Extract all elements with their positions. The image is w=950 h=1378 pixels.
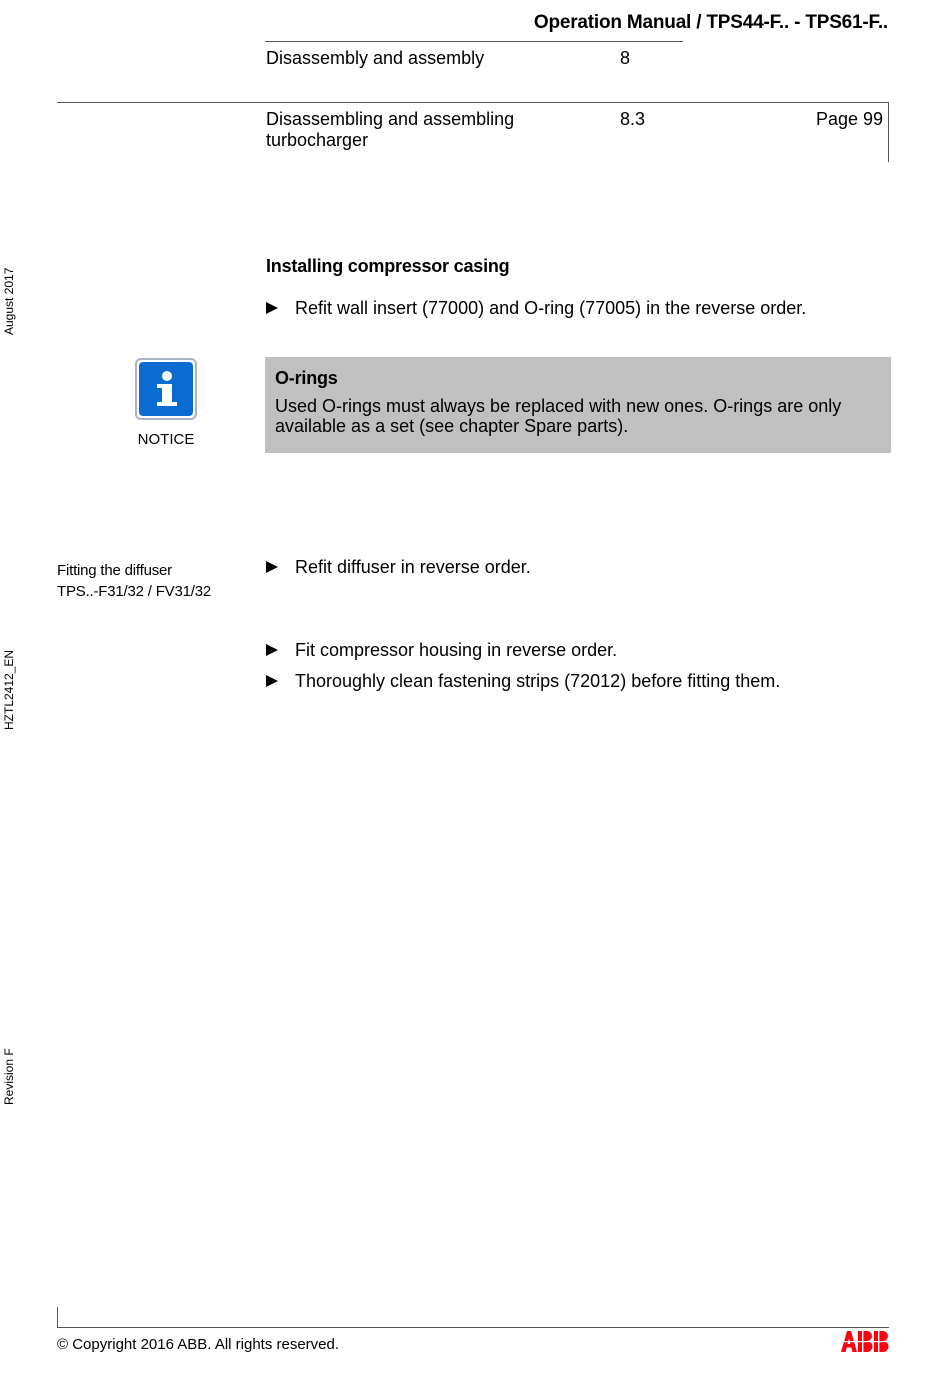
section-title xyxy=(266,109,514,151)
bullet-arrow-icon xyxy=(266,644,278,656)
list-item-text: Thoroughly clean fastening strips (72012) before fitting them. xyxy=(295,671,781,691)
list-item xyxy=(266,298,806,319)
notice-box xyxy=(265,357,891,453)
notice-text xyxy=(275,397,881,436)
section-heading: Installing compressor casing xyxy=(266,256,510,276)
footer-rule xyxy=(57,1327,889,1328)
header-rule-top xyxy=(265,41,683,42)
bullet-arrow-icon xyxy=(266,302,278,314)
notice-text-line2: available as a set (see chapter Spare parts). xyxy=(275,415,629,436)
page-number: Page 99 xyxy=(815,109,883,129)
footer-rule-left xyxy=(57,1307,58,1327)
list-item-text: Fit compressor housing in reverse order. xyxy=(295,640,618,660)
header-rule-right xyxy=(888,102,889,162)
margin-note-line2: TPS..-F31/32 / FV31/32 xyxy=(57,583,212,600)
list-item xyxy=(266,671,780,692)
abb-logo xyxy=(841,1331,891,1352)
section-title-line2: turbocharger xyxy=(266,130,369,150)
header-rule-mid xyxy=(57,102,889,103)
copyright-text: © Copyright 2016 ABB. All rights reserved. xyxy=(57,1336,340,1353)
notice-text-line1: Used O-rings must always be replaced with new ones. O-rings are only xyxy=(275,396,842,416)
list-item xyxy=(266,640,617,661)
chapter-number: 8 xyxy=(620,48,631,68)
section-title-line1: Disassembling and assembling xyxy=(266,109,515,129)
side-label-date: August 2017 xyxy=(2,267,16,335)
notice-label: NOTICE xyxy=(137,431,195,448)
margin-note-line1: Fitting the diffuser xyxy=(57,562,172,579)
list-item-text: Refit diffuser in reverse order. xyxy=(295,557,531,577)
bullet-arrow-icon xyxy=(266,675,278,687)
bullet-arrow-icon xyxy=(266,561,278,573)
notice-title: O-rings xyxy=(275,368,338,388)
side-label-doc-id: HZTL2412_EN xyxy=(2,649,16,730)
info-icon xyxy=(135,358,197,420)
side-label-revision: Revision F xyxy=(2,1048,16,1105)
list-item-text: Refit wall insert (77000) and O-ring (77005) in the reverse order. xyxy=(295,298,807,318)
section-number: 8.3 xyxy=(620,109,646,129)
document-title: Operation Manual / TPS44-F.. - TPS61-F.. xyxy=(533,12,888,33)
margin-note xyxy=(57,560,211,602)
chapter-title: Disassembly and assembly xyxy=(266,48,485,68)
list-item xyxy=(266,557,531,578)
